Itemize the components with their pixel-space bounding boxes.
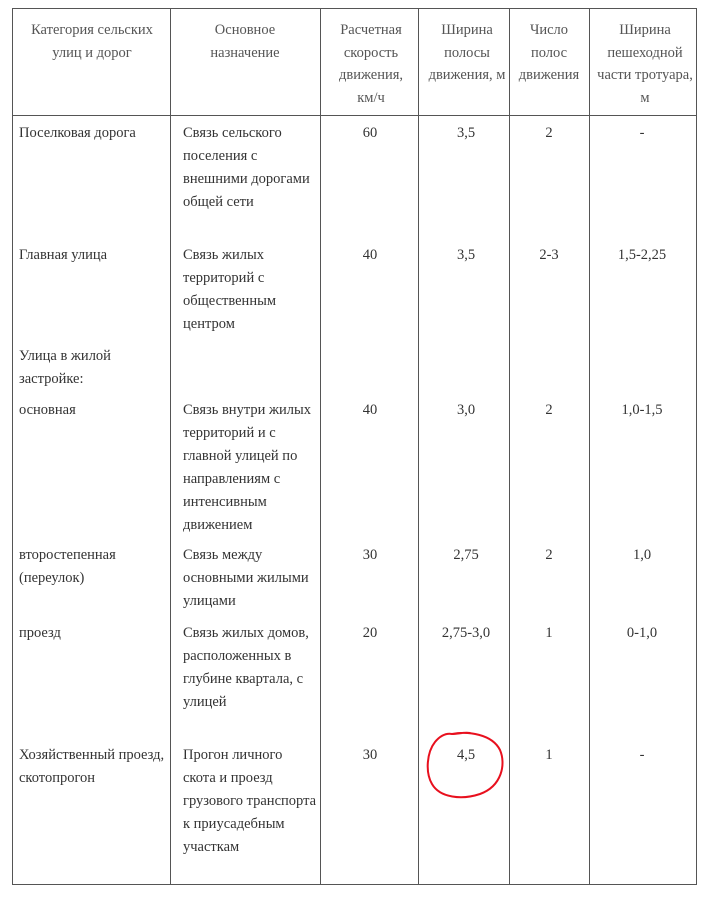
row-category: второстепенная (переулок) bbox=[19, 547, 116, 586]
row-category: проезд bbox=[19, 625, 61, 641]
row-lane-width: 4,5 bbox=[456, 747, 476, 763]
row-lane-width: 3,5 bbox=[456, 247, 476, 263]
header-lanes: Число полос движения bbox=[518, 22, 580, 83]
row-speed: 20 bbox=[362, 625, 378, 641]
header-purpose: Основное назначение bbox=[210, 22, 280, 61]
row-speed: 30 bbox=[362, 547, 378, 563]
row-speed: 60 bbox=[362, 125, 378, 141]
row-sidewalk: - bbox=[639, 747, 645, 763]
row-purpose: Связь внутри жилых территорий и с главной улицей по направлениям с интенсивным движением bbox=[183, 402, 311, 533]
row-sidewalk: 0-1,0 bbox=[626, 625, 658, 641]
row-lane-width: 3,0 bbox=[456, 402, 476, 418]
row-speed: 40 bbox=[362, 402, 378, 418]
row-category: Хозяйственный проезд, скотопрогон bbox=[19, 747, 165, 786]
row-category: Главная улица bbox=[19, 247, 108, 263]
header-category: Категория сельских улиц и дорог bbox=[31, 22, 153, 61]
row-purpose: Связь сельского поселения с внешними дорогами общей сети bbox=[183, 125, 310, 210]
header-lane-width: Ширина полосы движения, м bbox=[428, 22, 506, 83]
row-purpose: Связь жилых домов, расположенных в глубине квартала, с улицей bbox=[183, 625, 309, 710]
row-lanes: 1 bbox=[545, 625, 553, 641]
row-sidewalk: 1,0-1,5 bbox=[621, 402, 663, 418]
row-purpose: Связь жилых территорий с общественным центром bbox=[183, 247, 276, 332]
header-speed: Расчетная скорость движения, км/ч bbox=[338, 22, 404, 106]
row-lanes: 2 bbox=[545, 547, 553, 563]
header-sidewalk: Ширина пешеходной части тротуара, м bbox=[597, 22, 693, 106]
road-parameters-table bbox=[12, 8, 697, 885]
row-lanes: 1 bbox=[545, 747, 553, 763]
red-circle-annotation bbox=[418, 728, 508, 802]
row-purpose: Связь между основными жилыми улицами bbox=[183, 547, 309, 609]
row-lane-width: 2,75-3,0 bbox=[441, 625, 491, 641]
row-sidewalk: 1,0 bbox=[632, 547, 652, 563]
row-lane-width: 2,75 bbox=[453, 547, 479, 563]
row-category: основная bbox=[19, 402, 76, 418]
row-lanes: 2-3 bbox=[539, 247, 559, 263]
row-lanes: 2 bbox=[545, 125, 553, 141]
row-lanes: 2 bbox=[545, 402, 553, 418]
row-category: Поселковая дорога bbox=[19, 125, 136, 141]
row-sidewalk: - bbox=[639, 125, 645, 141]
row-group-heading: Улица в жилой застройке: bbox=[19, 348, 111, 387]
row-speed: 30 bbox=[362, 747, 378, 763]
row-speed: 40 bbox=[362, 247, 378, 263]
row-purpose: Прогон личного скота и проезд грузового транспорта к приусадебным участкам bbox=[183, 747, 317, 855]
row-lane-width: 3,5 bbox=[456, 125, 476, 141]
header-separator bbox=[13, 115, 696, 116]
row-sidewalk: 1,5-2,25 bbox=[617, 247, 667, 263]
